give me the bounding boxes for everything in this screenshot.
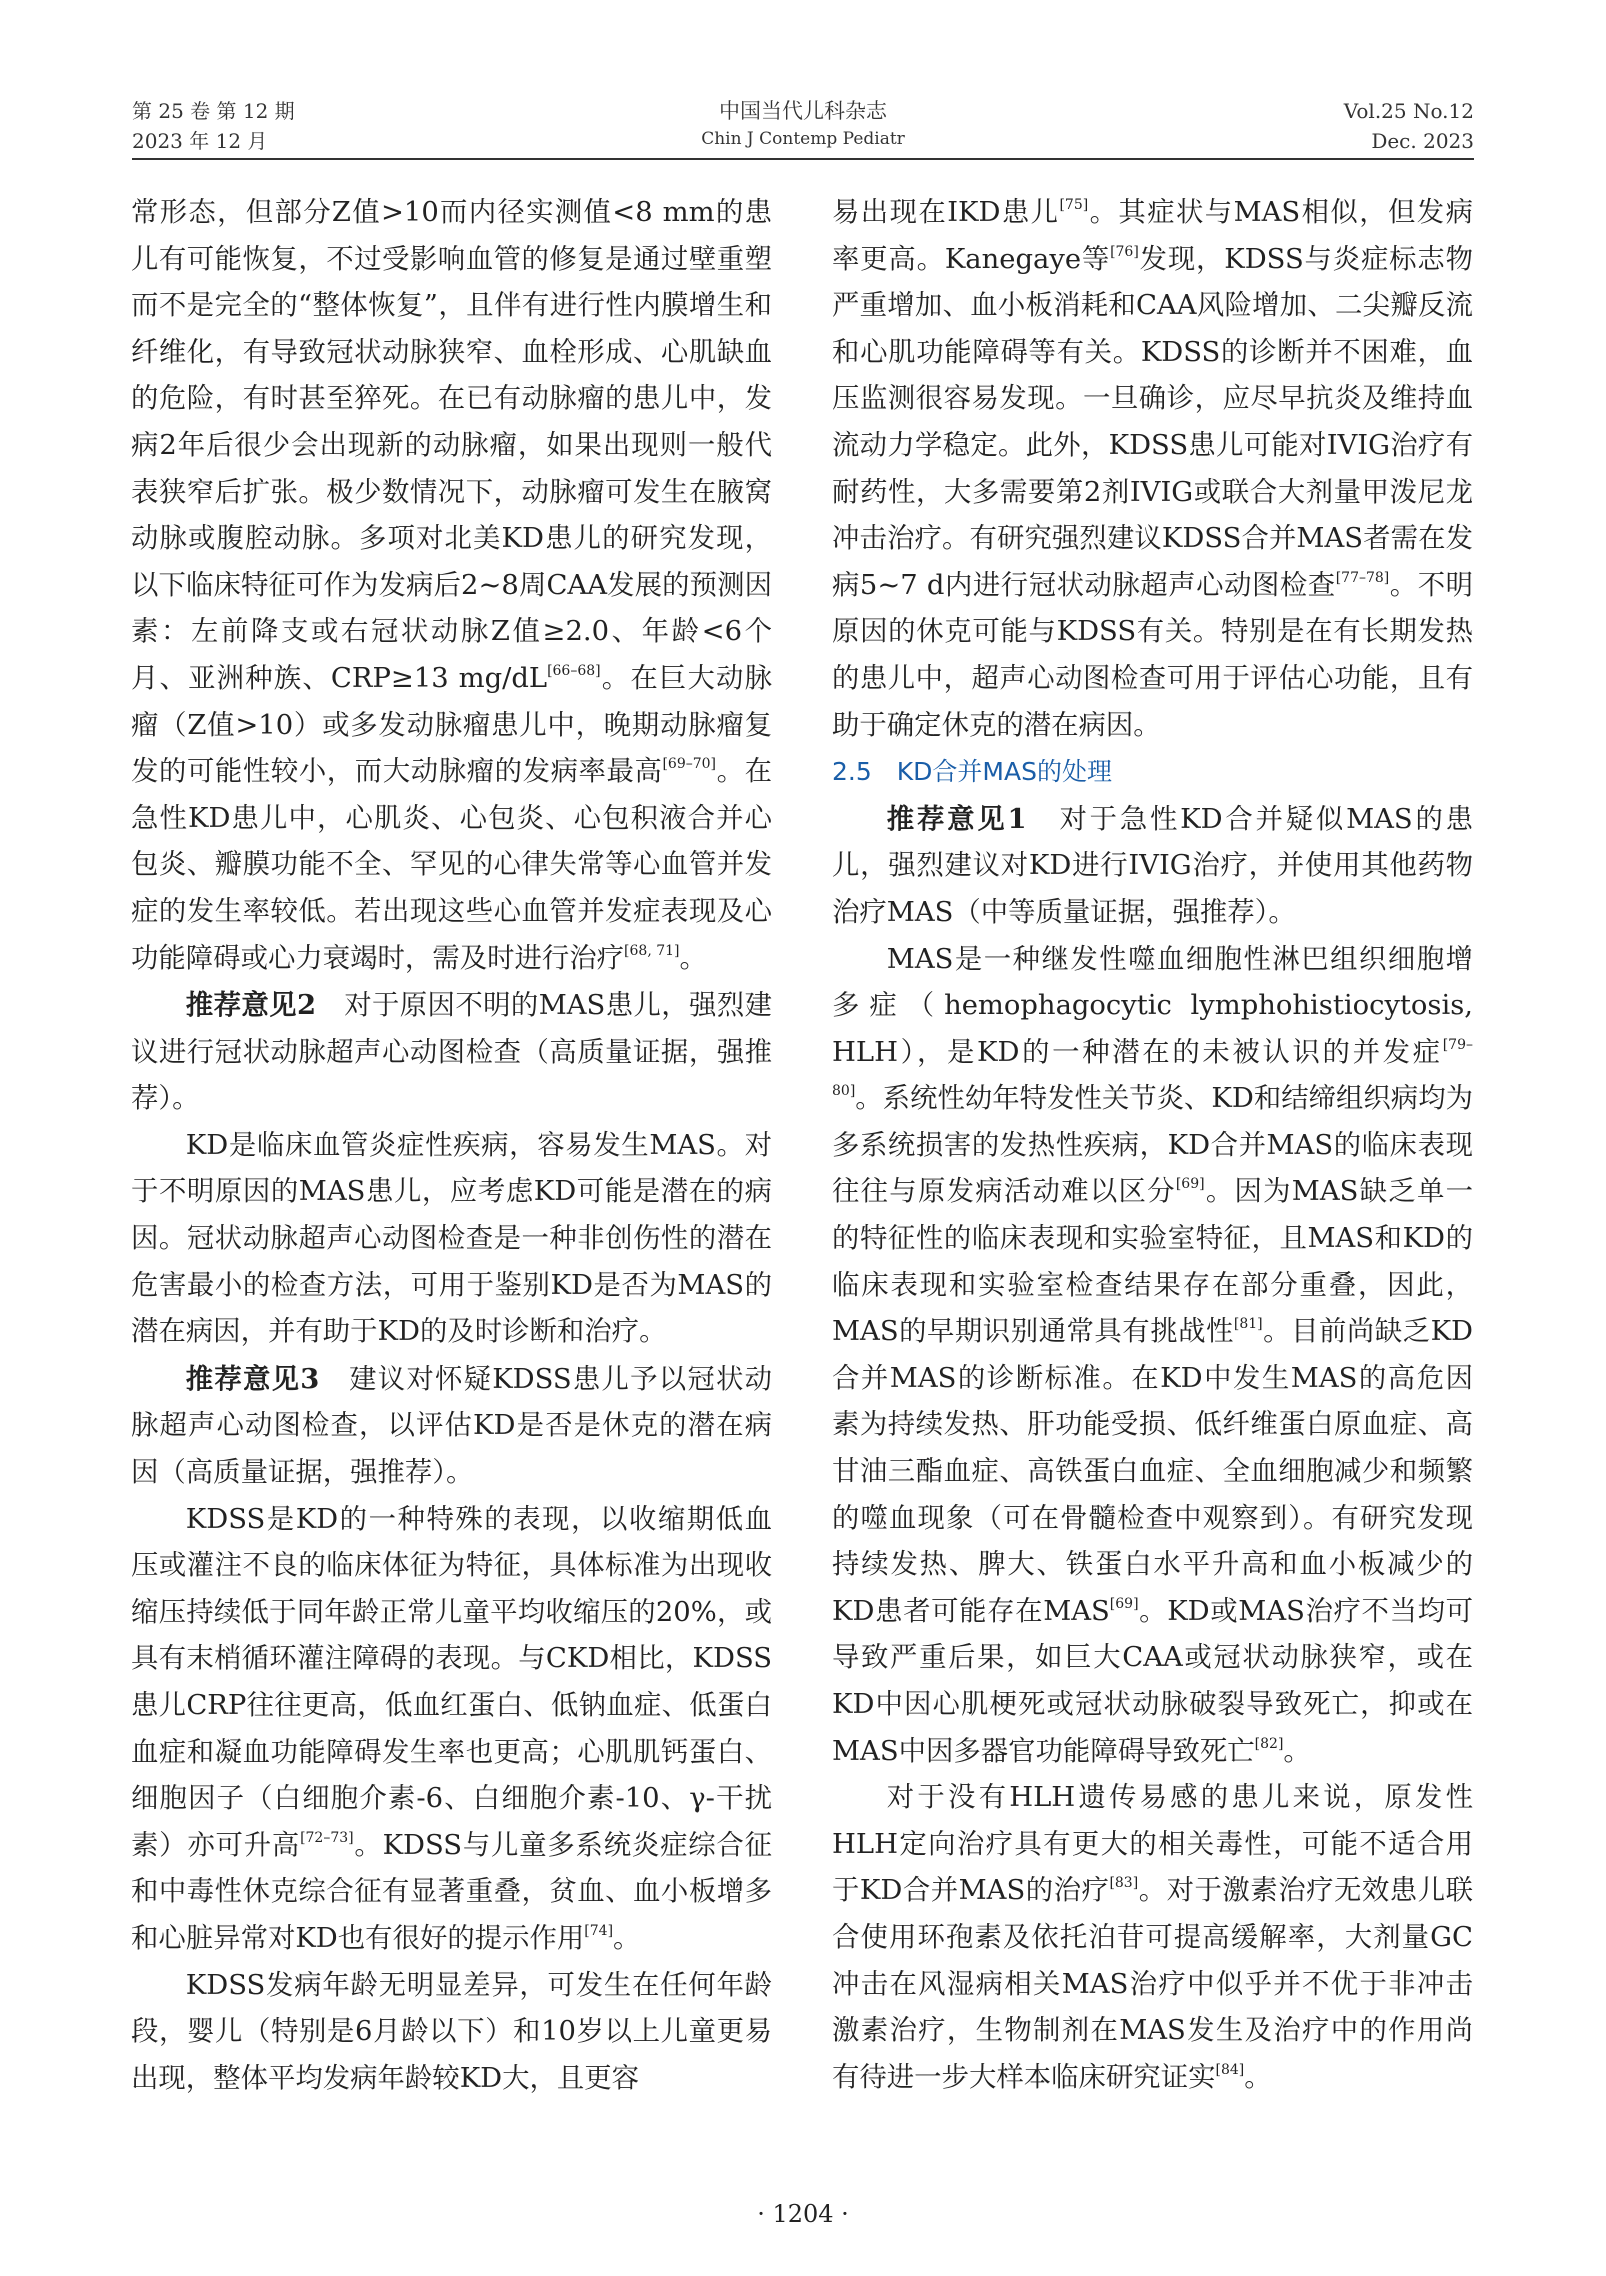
header-vol-no [1328,96,1474,156]
text-run: 对于没有HLH遗传易感的患儿来说，原发性HLH定向治疗具有更大的相关毒性，可能不适合用于KD合并MAS的治疗 [832,1782,1473,1907]
recommendation-2 [131,982,772,1123]
text-run: 发现，KDSS与炎症标志物严重增加、血小板消耗和CAA风险增加、二尖瓣反流和心肌功能障碍等有关。KDSS的诊断并不困难，血压监测很容易发现。一旦确诊，应尽早抗炎及维持血流动力学稳定。此外，KDSS患儿可能对IVIG治疗有耐药性，大多需要第2剂IVIG或联合大剂量甲泼尼龙冲击治疗。有研究强烈建议KDSS合并MAS者需在发病5~7 d内进行冠状动脉超声心动图检查 [832,243,1473,601]
right-column [832,190,1473,2101]
citation-ref[interactable]: [82] [1254,1735,1284,1752]
text-run: 。KDSS与儿童多系统炎症综合征和中毒性休克综合征有显著重叠，贫血、血小板增多和心脏异常对KD也有很好的提示作用 [131,1829,772,1954]
header-journal-title [640,96,966,152]
citation-ref[interactable]: [66–68] [547,662,601,679]
text-run: MAS是一种继发性噬血细胞性淋巴组织细胞增多症（hemophagocytic lymphohistiocytosis, HLH），是KD的一种潜在的未被认识的并发症 [832,943,1473,1068]
left-column [131,190,772,2102]
header-vol-no-text: Vol.25 No.12 [1343,99,1474,123]
text-run: 常形态，但部分Z值>10而内径实测值<8 mm的患儿有可能恢复，不过受影响血管的修复是通过壁重塑而不是完全的“整体恢复”，且伴有进行性内膜增生和纤维化，有导致冠状动脉狭窄、血栓形成、心肌缺血的危险，有时甚至猝死。在已有动脉瘤的患儿中，发病2年后很少会出现新的动脉瘤，如果出现则一般代表狭窄后扩张。极少数情况下，动脉瘤可发生在腋窝动脉或腹腔动脉。多项对北美KD患儿的研究发现，以下临床特征可作为发病后2~8周CAA发展的预测因素：左前降支或右冠状动脉Z值≥2.0、年龄<6个月、亚洲种族、CRP≥13 mg/dL [131,197,772,694]
header-date-en-text: Dec. 2023 [1371,129,1474,153]
citation-ref[interactable]: [74] [584,1922,614,1939]
header-volume-issue-text: 第 25 卷 第 12 期 [132,99,295,123]
recommendation-label: 推荐意见1 [886,802,1027,835]
recommendation-text: 对于急性KD合并疑似MAS的患儿，强烈建议对KD进行IVIG治疗，并使用其他药物治疗MAS（中等质量证据，强推荐）。 [832,803,1474,928]
text-run: 。KD或MAS治疗不当均可导致严重后果，如巨大CAA或冠状动脉狭窄，或在KD中因心肌梗死或冠状动脉破裂导致死亡，抑或在MAS中因多器官功能障碍导致死亡 [832,1595,1474,1767]
citation-ref[interactable]: [81] [1233,1316,1263,1333]
text-run: 。在急性KD患儿中，心肌炎、心包炎、心包积液合并心包炎、瓣膜功能不全、罕见的心律失常等心血管并发症的发生率较低。若出现这些心血管并发症表现及心功能障碍或心力衰竭时，需及时进行治疗 [131,756,772,974]
text-run: 。因为MAS缺乏单一的特征性的临床表现和实验室特征，且MAS和KD的临床表现和实验室检查结果存在部分重叠，因此，MAS的早期识别通常具有挑战性 [832,1176,1473,1348]
citation-ref[interactable]: [69–70] [662,756,717,773]
text-run: 。在巨大动脉瘤（Z值>10）或多发动脉瘤患儿中，晚期动脉瘤复发的可能性较小，而大动脉瘤的发病率最高 [131,662,772,788]
section-heading: 2.5 KD合并MAS的处理 [832,757,1112,787]
citation-ref[interactable]: [84] [1215,2061,1245,2078]
recommendation-label: 推荐意见2 [185,989,317,1022]
paragraph-kdss-continued [832,190,1473,749]
paragraph-mas-hlh [832,937,1473,1776]
text-run: 。 [1244,2061,1272,2093]
citation-ref[interactable]: [77–78] [1335,569,1390,586]
paragraph-hlh-therapy [832,1775,1473,2101]
journal-title-chinese: 中国当代儿科杂志 [719,99,887,123]
citation-ref[interactable]: [69] [1175,1176,1205,1193]
citation-ref[interactable]: [83] [1109,1875,1139,1892]
text-run: KDSS是KD的一种特殊的表现，以收缩期低血压或灌注不良的临床体征为特征，具体标准为出现收缩压持续低于同年龄正常儿童平均收缩压的20%，或具有末梢循环灌注障碍的表现。与CKD相比，KDSS患儿CRP往往更高，低血红蛋白、低钠血症、低蛋白血症和凝血功能障碍发生率也更高；心肌肌钙蛋白、细胞因子（白细胞介素-6、白细胞介素-10、γ-干扰素）亦可升高 [131,1503,772,1861]
text-run: 。目前尚缺乏KD合并MAS的诊断标准。在KD中发生MAS的高危因素为持续发热、肝功能受损、低纤维蛋白原血症、高甘油三酯血症、高铁蛋白血症、全血细胞减少和频繁的噬血现象（可在骨髓检查中观察到）。有研究发现持续发热、脾大、铁蛋白水平升高和血小板减少的KD患者可能存在MAS [832,1316,1473,1627]
journal-title-english: Chin J Contemp Pediatr [701,129,905,149]
recommendation-3 [131,1356,772,1497]
text-run: 。 [1283,1735,1311,1767]
citation-ref[interactable]: [69] [1109,1595,1139,1612]
header-rule [132,158,1474,160]
text-run: 。不明原因的休克可能与KDSS有关。特别是在有长期发热的患儿中，超声心动图检查可用于评估心功能，且有助于确定休克的潜在病因。 [832,569,1473,741]
text-run: 易出现在IKD患儿 [832,197,1060,228]
citation-ref[interactable]: [76] [1110,243,1139,260]
text-run: 。其症状与MAS相似，但发病率更高。Kanegaye等 [832,197,1473,275]
citation-ref[interactable]: [68, 71] [624,942,680,959]
citation-ref[interactable]: [79–80] [832,1036,1473,1100]
recommendation-text: 建议对怀疑KDSS患儿予以冠状动脉超声心动图检查，以评估KD是否是休克的潜在病因（高质量证据，强推荐）。 [131,1363,772,1489]
header-volume-issue [132,96,295,156]
text-run: 。 [613,1922,641,1954]
paragraph-kdss-age: KDSS发病年龄无明显差异，可发生在任何年龄段，婴儿（特别是6月龄以下）和10岁以上儿童更易出现，整体平均发病年龄较KD大，且更容 [131,1969,772,2094]
citation-ref[interactable]: [72–73] [300,1829,354,1846]
recommendation-label: 推荐意见3 [185,1362,320,1395]
paragraph-kd-mas: KD是临床血管炎症性疾病，容易发生MAS。对于不明原因的MAS患儿，应考虑KD可能是潜在的病因。冠状动脉超声心动图检查是一种非创伤性的潜在危害最小的检查方法，可用于鉴别KD是否为MAS的潜在病因，并有助于KD的及时诊断和治疗。 [131,1129,772,1348]
text-run: 。系统性幼年特发性关节炎、KD和结缔组织病均为多系统损害的发热性疾病，KD合并MAS的临床表现往往与原发病活动难以区分 [832,1083,1473,1208]
header-date-text: 2023 年 12 月 [132,129,268,153]
text-run: 。 [679,942,707,974]
page-number: · 1204 · [757,2200,849,2228]
text-run: 。对于激素治疗无效患儿联合使用环孢素及依托泊苷可提高缓解率，大剂量GC冲击在风湿病相关MAS治疗中似乎并不优于非冲击激素治疗，生物制剂在MAS发生及治疗中的作用尚有待进一步大样本临床研究证实 [832,1875,1473,2093]
citation-ref[interactable]: [75] [1059,197,1089,213]
paragraph-kdss-features [131,1497,772,1963]
recommendation-1 [832,796,1473,937]
recommendation-text: 对于原因不明的MAS患儿，强烈建议进行冠状动脉超声心动图检查（高质量证据，强推荐）。 [131,990,773,1115]
paragraph-caa-prognosis [131,190,772,982]
